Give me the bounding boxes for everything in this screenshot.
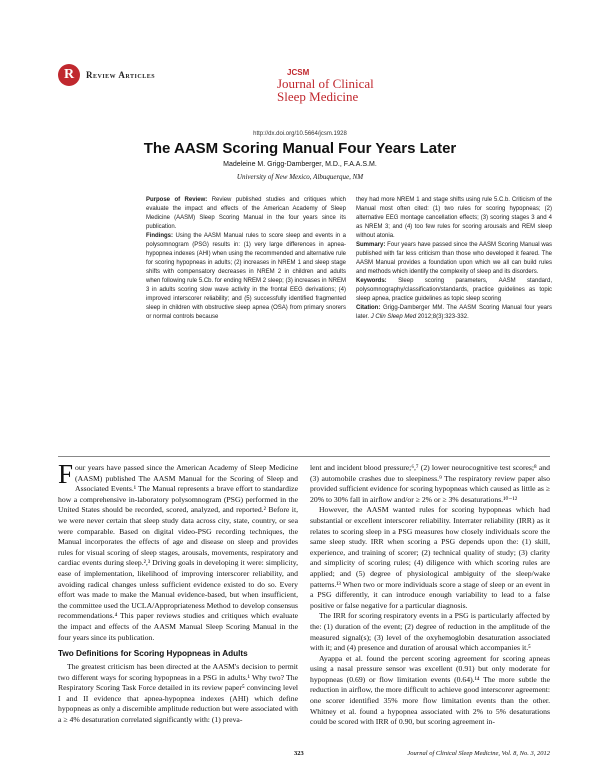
page-footer — [58, 750, 550, 760]
abstract-findings-cont: they had more NREM 1 and stage shifts using rule 5.C.b. Criticism of the Manual most often cited: (1) two rules for scoring hypopneas; (2) alternative EEG montage cancellation effects; (3) scoring stages 3 and 4 as NREM 3; and (4) too few rules for scoring arousals and REM sleep without atonia. — [356, 197, 552, 239]
dropcap: F — [58, 459, 74, 489]
abstract-column-left — [146, 196, 346, 322]
citation-ref: 2012;8(3):323-332. — [417, 314, 469, 320]
purpose-label: Purpose of Review: — [146, 197, 208, 203]
citation-label: Citation: — [356, 305, 381, 311]
abstract-keywords — [356, 277, 552, 304]
author-line: Madeleine M. Grigg-Damberger, M.D., F.A.A.S.M. — [223, 161, 377, 168]
summary-text: Four years have passed since the AASM Scoring Manual was published with far less criticism than those who developed it feared. The AASM Manual provides a foundation upon which we all can build rules and methods which identify the complexity of sleep and its disorders. — [356, 242, 552, 275]
body-column-right — [310, 463, 550, 728]
findings-label: Findings: — [146, 233, 173, 239]
citation-text: Grigg-Damberger MM. The AASM Scoring Manual four years later. — [356, 305, 553, 320]
paragraph: However, the AASM wanted rules for scoring hypopneas which had substantial or excellent interscorer reliability. Interrater reliability (IRR) as it relates to scoring sleep in a PSG measures how closely individuals score the same sleep study. IRR when scoring a PSG depends upon the: (1) skill, experience, and training of scorer; (2) technical quality of study; (3) clarity and simplicity of scoring rules; (4) diligence with which scoring rules are applied; and (5) degree of physiological ambiguity of the sleep/wake patterns.¹³ When two or more individuals score a stage of sleep or an event in a PSG differently, it can introduce enough variability to lead to a false positive or false negative for a particular diagnosis. — [310, 505, 550, 610]
paragraph: The greatest criticism has been directed at the AASM's decision to permit two different ways for scoring hypopneas in a PSG in adults.¹ Why two? The Respiratory Scoring Task Force detailed in its review paper⁵ convincing level I and II evidence that apnea-hypopnea indexes (AHI) which define hypopneas as only a discernible amplitude reduction but were associated with a ≥ 4% desaturation correlated significantly with: (1) preva- — [58, 662, 298, 725]
summary-label: Summary: — [356, 242, 386, 248]
section-heading: Two Definitions for Scoring Hypopneas in Adults — [58, 649, 248, 659]
journal-name-line2: Sleep Medicine — [277, 89, 359, 104]
abstract-citation — [356, 304, 552, 322]
article-body — [58, 459, 550, 727]
abstract-column-right — [356, 196, 552, 322]
body-column-left — [58, 459, 298, 726]
citation-journal: J Clin Sleep Med — [370, 314, 417, 320]
abstract-findings — [146, 232, 346, 322]
footer-citation: Journal of Clinical Sleep Medicine, Vol. 8, No. 3, 2012 — [407, 750, 550, 757]
doi-link[interactable]: http://dx.doi.org/10.5664/jcsm.1928 — [253, 131, 347, 137]
review-logo-icon: R — [58, 64, 80, 86]
keywords-label: Keywords: — [356, 278, 387, 284]
abstract-purpose — [146, 196, 346, 232]
abstract — [146, 196, 552, 466]
purpose-text: Review published studies and critiques which evaluate the impact and effects of the American Academy of Sleep Medicine (AASM) Sleep Scoring Manual in the four years since its publication. — [146, 197, 346, 230]
page-header — [58, 60, 558, 140]
affiliation-line: University of New Mexico, Albuquerque, NM — [236, 173, 364, 181]
paragraph: The IRR for scoring respiratory events in a PSG is particularly affected by the: (1) duration of the event; (2) degree of reduction in the amplitude of the measured signal(s); (3) level of the oxyhemoglobin desaturation associated with it; and (4) presence and duration of arousal which accompanies it.⁵ — [310, 611, 550, 653]
section-label: Review Articles — [86, 70, 156, 80]
keywords-text: Sleep scoring parameters, AASM standard, polysomnography/classification/standards, practice guidelines as topic sleep apnea, practice guidelines as topic sleep scoring — [356, 278, 552, 302]
page-number: 323 — [294, 750, 304, 757]
journal-logo — [277, 68, 374, 104]
paragraph: lent and incident blood pressure;⁶,⁷ (2) lower neurocognitive test scores;⁸ and (3) automobile crashes due to sleepiness.⁹ The respiratory review paper also provided sufficient evidence for scoring hypopneas which caused as little as ≥ 20% to 30% fall in airflow and/or ≥ 2% or ≥ 3% desaturations.¹⁰⁻¹² — [310, 463, 550, 504]
article-title: The AASM Scoring Manual Four Years Later — [143, 140, 457, 157]
paragraph: Ayappa et al. found the percent scoring agreement for scoring apneas using a nasal pressure sensor was excellent (0.91) but only moderate for hypopneas (0.69) or flow limitation events (0.64).¹⁴ The more subtle the reduction in airflow, the more difficult to achieve good interscorer agreement: one scorer identified 35% more flow limitation events than the other. Whitney et al. found a hypopnea associated with 2% to 5% desaturations could be scored with IRR of 0.90, but scoring agreement in- — [310, 653, 550, 727]
paragraph-intro-text: our years have passed since the American Academy of Sleep Medicine (AASM) published The AASM Manual for the Scoring of Sleep and Associated Events.¹ The Manual represents a brave effort to standardize how a comprehensive in-laboratory polysomnogram (PSG) performed in the United States should be recorded, scored, analyzed, and reported.² Before it, we were never certain that sleep study data across city, state, country, or sea were comparable. Based on digital video-PSG recording techniques, the Manual incorporates the effects of age and disease on sleep and provides rules for visual scoring of sleep stages, arousals, movements, respiratory and cardiac events during sleep.²,³ Driving goals in developing it were: simplicity, ease of implementation, likelihood of improving interscorer reliability, and avoiding radical changes unless sufficient evidence existed to do so. Every effort was made to make the Manual evidence-based, but when insufficient, the committee used the UCLA/Appropriateness Method to develop consensus recommendations.⁴ This paper reviews studies and critiques which evaluate the impact and effects of the AASM Manual Sleep Scoring Manual in the four years since its publication. — [58, 463, 298, 642]
divider — [58, 456, 550, 457]
findings-text: Using the AASM Manual rules to score sleep and events in a polysomnogram (PSG) results in: (1) very large differences in apnea-hypopnea indexes (AHI) when using the recommended and alternative rule for scoring hypopneas in adults; (2) increases in NREM 1 and sleep stage shifts with compensatory decreases in NREM 2 in children and adults when following rule 5.Cb. for ending NREM 2 sleep; (3) increases in NREM 3 in adults scoring slow wave activity in the frontal EEG derivations; (4) improved interscorer reliability; and (5) successfully identified fragmented sleep in children with obstructive sleep apnea (OSA) from primary snorers or normal controls because — [146, 233, 347, 320]
paragraph-intro — [58, 459, 298, 643]
abstract-summary — [356, 241, 552, 277]
journal-name-line1: Journal of Clinical — [277, 76, 374, 91]
journal-acronym: JCSM — [287, 68, 310, 77]
